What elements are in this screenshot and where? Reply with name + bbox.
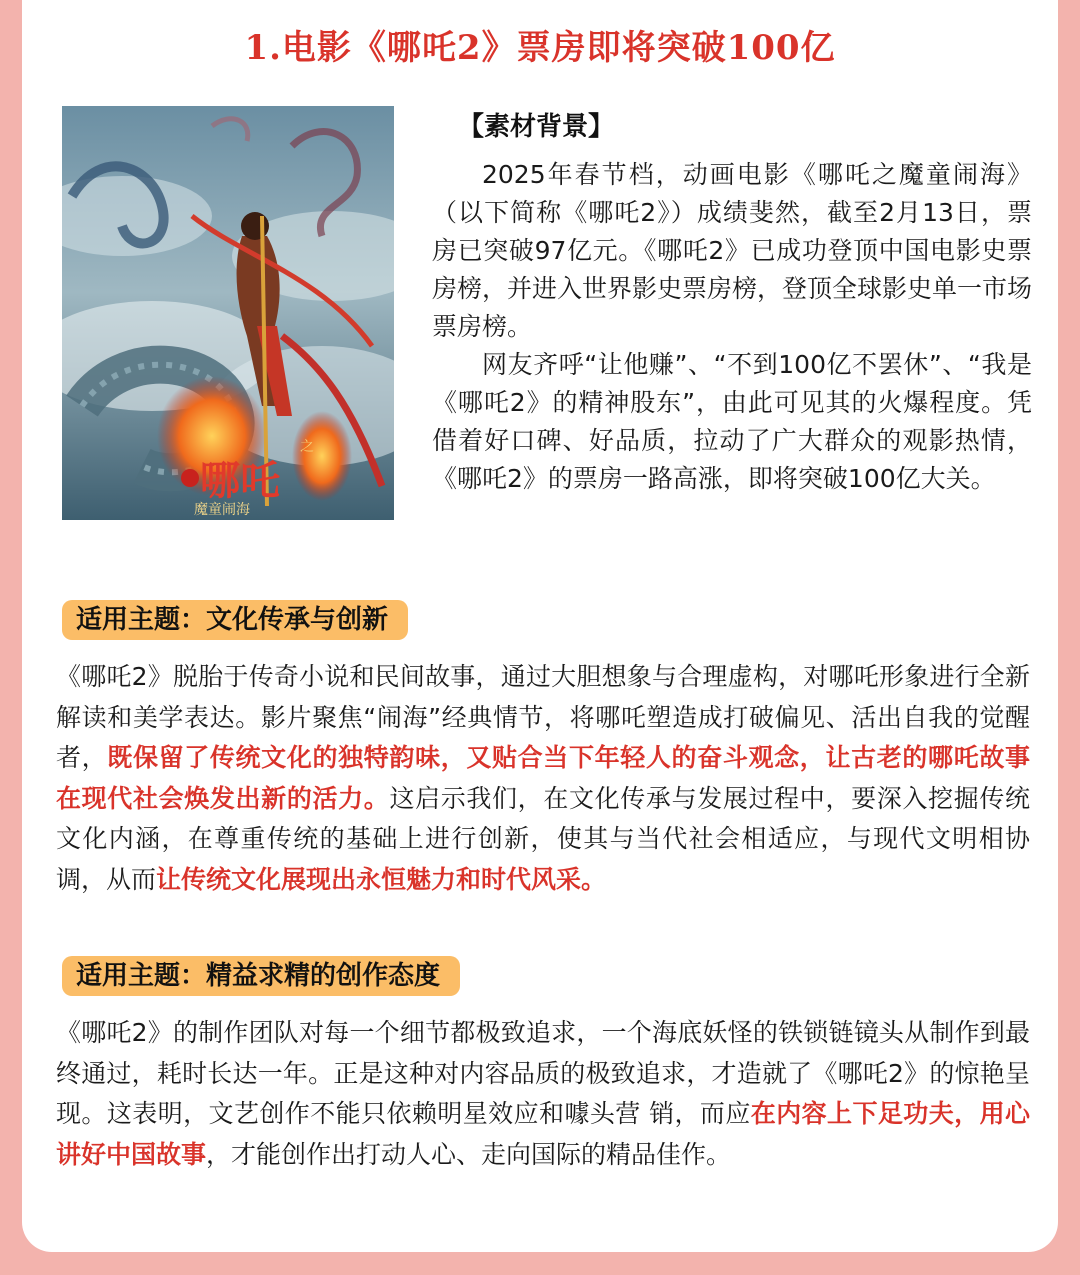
background-text [432,156,1032,498]
content-card [22,0,1058,1252]
poster-illustration [62,106,394,520]
theme-craft-text-a: 《哪吒2》的制作团队对每一个细节都极致追求，一个海底妖怪的铁锁链镜头从制作到最终通过，耗时长达一年。正是这种对内容品质的极致追求，才造就了《哪吒2》的惊艳呈现。这表明，文艺创作不能只依赖明星效应和噱头营 销，而应 [56,1018,1030,1128]
theme-tag-craftsmanship: 适用主题：精益求精的创作态度 [62,956,460,996]
poster-title-text: 哪吒 [200,457,280,504]
theme-culture-text-b: 这启示我们，在文化传承与发展过程中，要深入挖掘传统文化内涵，在尊重传统的基础上进行创新，使其与当代社会相适应，与现代文明相协调，从而 [56,783,1030,894]
poster-connector-text: 之 [300,439,314,455]
theme-craft-text-b: ，才能创作出打动人心、走向国际的精品佳作。 [206,1139,732,1169]
theme-culture-text-a: 《哪吒2》脱胎于传奇小说和民间故事，通过大胆想象与合理虚构，对哪吒形象进行全新解读和美学表达。影片聚焦“闹海”经典情节，将哪吒塑造成打破偏见、活出自我的觉醒者， [56,662,1030,772]
background-paragraph-1: 2025年春节档，动画电影《哪吒之魔童闹海》（以下简称《哪吒2》）成绩斐然，截至2月13日，票房已突破97亿元。《哪吒2》已成功登顶中国电影史票房榜，并进入世界影史票房榜，登顶全球影史单一市场票房榜。 [432,160,1033,341]
theme-culture-text [56,657,1030,900]
background-heading: 【素材背景】 [458,112,615,142]
theme-culture-highlight-b: 让传统文化展现出永恒魅力和时代风采。 [156,864,607,894]
movie-poster-image [62,106,394,520]
theme-craft-highlight-a: 在内容上下足功夫，用心讲好中国故事 [56,1099,1030,1169]
theme-tag-culture: 适用主题：文化传承与创新 [62,600,408,640]
poster-subtitle-text: 魔童闹海 [194,502,250,518]
theme-culture-highlight-a: 既保留了传统文化的独特韵味，又贴合当下年轻人的奋斗观念，让古老的哪吒故事在现代社会焕发出新的活力。 [56,743,1030,813]
background-paragraph-2: 网友齐呼“让他赚”、“不到100亿不罢休”、“我是《哪吒2》的精神股东”，由此可见其的火爆程度。凭借着好口碑、好品质，拉动了广大群众的观影热情，《哪吒2》的票房一路高涨，即将突破100亿大关。 [432,350,1032,493]
theme-craftsmanship-text [56,1013,1030,1175]
page-title: 1.电影《哪吒2》票房即将突破100亿 [244,28,836,68]
